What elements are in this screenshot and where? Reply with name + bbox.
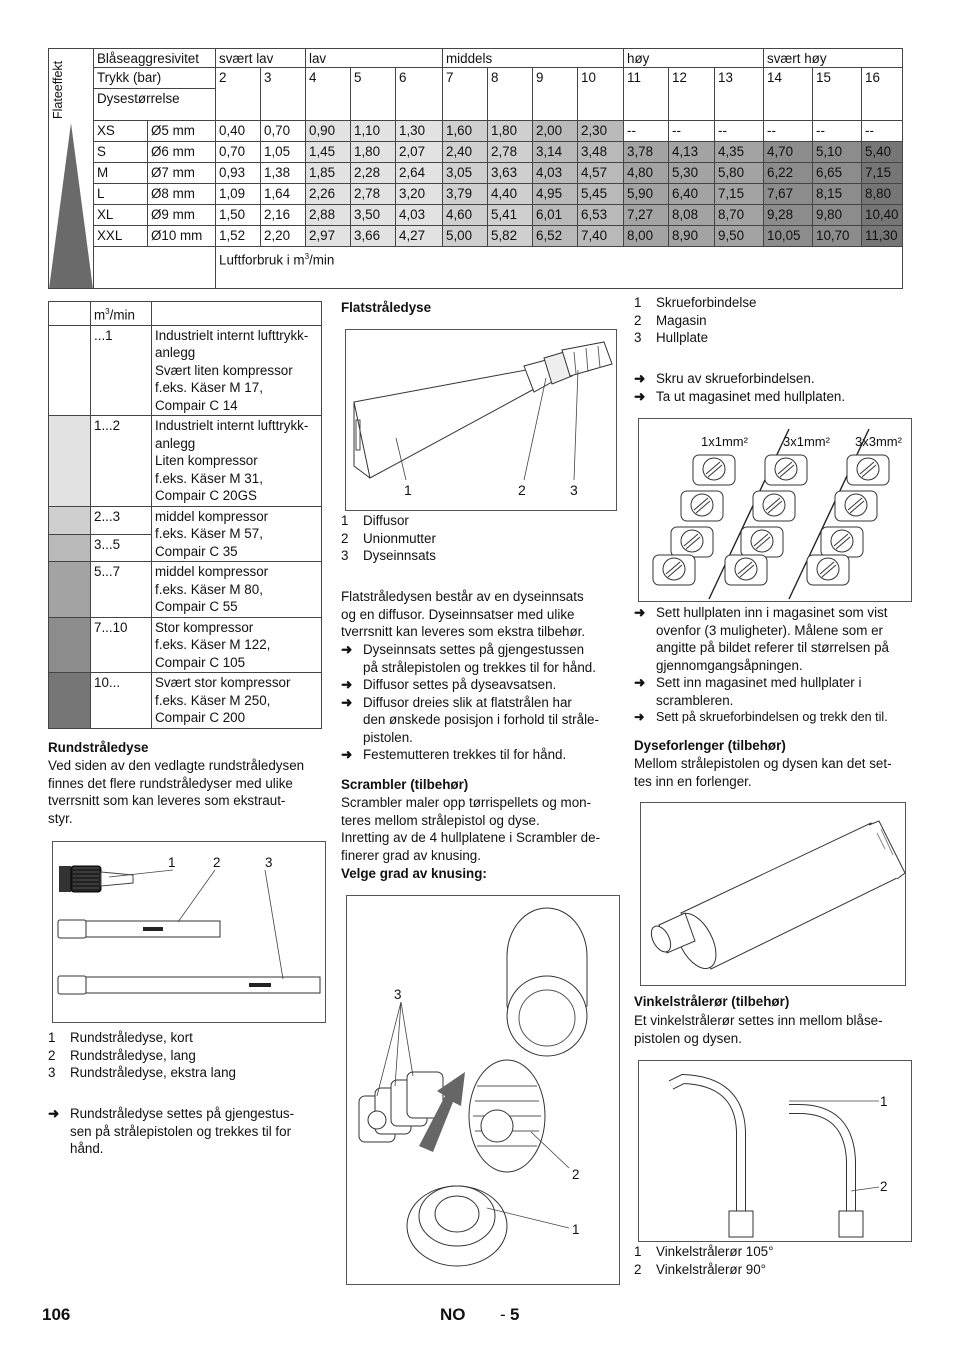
callout-1: 1: [880, 1094, 888, 1109]
consumption-cell: 1,30: [396, 121, 443, 142]
intensity-wedge: [49, 123, 94, 289]
swatch-cell: [49, 302, 91, 326]
list-item: 3 Rundstråledyse, ekstra lang: [48, 1065, 236, 1080]
consumption-cell: 3,79: [443, 184, 488, 205]
callout-3: 3: [570, 482, 578, 498]
text-line: middel kompressor: [155, 564, 269, 580]
consumption-cell: 4,80: [624, 163, 669, 184]
consumption-cell: 4,03: [533, 163, 578, 184]
angle-pipe-figure: [638, 1060, 912, 1242]
list-item: 2 Magasin: [634, 312, 707, 328]
footer-separator: -: [500, 1305, 506, 1324]
table-row: [49, 562, 322, 618]
list-item: 3 Hullplate: [634, 330, 709, 345]
list-item: ➜ Rundstråledyse settes på gjengestus- sen på strålepistolen og trekkes til for hånd.: [48, 1106, 295, 1156]
consumption-cell: 3,20: [396, 184, 443, 205]
text-line: tes inn en forlenger.: [634, 773, 752, 789]
text-line: Et vinkelstrålerør settes inn mellom blåse-: [634, 1013, 883, 1028]
callout-2: 2: [572, 1167, 580, 1182]
hole-label: 3x1mm²: [783, 434, 830, 449]
table-row: [49, 416, 322, 507]
plate-hole: [751, 530, 773, 552]
consumption-cell: 7,15: [715, 184, 764, 205]
table-row: [49, 49, 903, 68]
plate-hole: [681, 530, 703, 552]
pressure-cell: 2: [216, 68, 261, 121]
consumption-cell: 4,70: [764, 142, 813, 163]
arrow-icon: ➜: [341, 677, 353, 692]
consumption-cell: 9,28: [764, 205, 813, 226]
nozzle-diameter: Ø5 mm: [148, 121, 216, 142]
consumption-cell: 0,70: [216, 142, 261, 163]
callout-1: 1: [572, 1222, 580, 1237]
consumption-cell: 2,30: [578, 121, 624, 142]
consumption-cell: 3,78: [624, 142, 669, 163]
consumption-cell: 5,41: [488, 205, 533, 226]
flat-instructions: [341, 641, 626, 764]
nozzle-diameter: Ø6 mm: [148, 142, 216, 163]
rund-nozzle-figure: [52, 841, 326, 1023]
text-line: middel kompressor: [155, 508, 269, 524]
consumption-cell: 5,00: [443, 226, 488, 247]
list-item: ➜ Ta ut magasinet med hullplaten.: [634, 388, 846, 404]
pressure-cell: 7: [443, 68, 488, 121]
section-number: 5: [510, 1305, 520, 1324]
list-item: 2 Vinkelstrålerør 90°: [634, 1261, 767, 1277]
table-row: [49, 673, 322, 729]
consumption-cell: 1,09: [216, 184, 261, 205]
consumption-cell: 6,40: [669, 184, 715, 205]
consumption-cell: 10,05: [764, 226, 813, 247]
flateeffekt-label: Flateeffekt: [51, 60, 65, 119]
text-line: Compair C 14: [155, 397, 238, 413]
extension-text: [634, 755, 919, 790]
text-line: f.eks. Käser M 31,: [155, 470, 263, 486]
list-item: 1 Rundstråledyse, kort: [48, 1030, 193, 1045]
angle-heading: Vinkelstrålerør (tilbehør): [634, 994, 790, 1009]
text-line: tverrsnitt som kan leveres som ekstraut-: [48, 793, 286, 808]
consumption-cell: 3,05: [443, 163, 488, 184]
pressure-cell: 9: [533, 68, 578, 121]
consumption-cell: 3,63: [488, 163, 533, 184]
callout-3: 3: [265, 855, 273, 870]
air-consumption-table: [48, 48, 903, 289]
scrambler-text: [341, 794, 626, 864]
list-item: ➜ Sett på skrueforbindelsen og trekk den til.: [634, 709, 919, 727]
aggression-group: høy: [624, 49, 764, 68]
list-item: 3 Dyseinnsats: [341, 548, 436, 563]
consumption-cell: 8,80: [862, 184, 903, 205]
pressure-cell: 6: [396, 68, 443, 121]
consumption-cell: 11,30: [862, 226, 903, 247]
consumption-cell: 8,15: [813, 184, 862, 205]
pressure-cell: 15: [813, 68, 862, 121]
consumption-cell: --: [764, 121, 813, 142]
description-cell: [152, 617, 322, 673]
consumption-cell: 9,50: [715, 226, 764, 247]
hole-label: 1x1mm²: [701, 434, 748, 449]
consumption-cell: 7,15: [862, 163, 903, 184]
arrow-icon: ➜: [341, 747, 353, 762]
consumption-cell: 1,80: [488, 121, 533, 142]
text-line: Svært liten kompressor: [155, 362, 293, 378]
consumption-cell: 0,90: [306, 121, 351, 142]
flat-nozzle-figure: [345, 329, 617, 511]
unit-header: $m^3/\min$: [91, 302, 152, 326]
consumption-cell: 1,10: [351, 121, 396, 142]
consumption-cell: 2,64: [396, 163, 443, 184]
callout-2: 2: [518, 482, 526, 498]
nozzle-diameter: Ø8 mm: [148, 184, 216, 205]
text-line: f.eks. Käser M 250,: [155, 692, 271, 708]
table-row: [49, 121, 903, 142]
range-cell: 1...2: [91, 416, 152, 507]
text-line: og en diffusor. Dyseinnsatser med ulike: [341, 606, 575, 622]
list-item: 2 Rundstråledyse, lang: [48, 1047, 196, 1063]
nozzle-size: XL: [94, 205, 148, 226]
scrambler-steps-1: [634, 370, 919, 405]
text-line: f.eks. Käser M 122,: [155, 637, 271, 653]
arrow-icon: ➜: [634, 710, 645, 724]
swatch-cell: [49, 534, 91, 562]
text-line: Industrielt internt lufttrykk-: [155, 327, 309, 343]
language-code: NO: [440, 1305, 466, 1324]
plate-hole: [735, 558, 757, 580]
table-row: [49, 247, 903, 289]
text-line: f.eks. Käser M 57,: [155, 526, 263, 542]
arrow-icon: ➜: [634, 388, 646, 404]
text-line: Compair C 105: [155, 654, 246, 670]
arrow-icon: ➜: [341, 642, 353, 657]
list-item: ➜ Festemutteren trekkes til for hånd.: [341, 747, 567, 762]
aggression-group: middels: [443, 49, 624, 68]
consumption-cell: 5,30: [669, 163, 715, 184]
consumption-cell: 4,60: [443, 205, 488, 226]
consumption-cell: 7,67: [764, 184, 813, 205]
range-cell: 5...7: [91, 562, 152, 618]
plate-hole: [775, 458, 797, 480]
extension-figure: [640, 802, 906, 986]
consumption-cell: 5,10: [813, 142, 862, 163]
consumption-cell: 8,00: [624, 226, 669, 247]
pressure-cell: 13: [715, 68, 764, 121]
text-line: Compair C 200: [155, 710, 246, 726]
consumption-cell: 4,27: [396, 226, 443, 247]
consumption-cell: 1,60: [443, 121, 488, 142]
swatch-cell: [49, 562, 91, 618]
list-item: 1 Skrueforbindelse: [634, 295, 757, 310]
plate-hole: [845, 494, 867, 516]
flateeffekt-cell: [49, 49, 94, 289]
consumption-cell: 1,64: [261, 184, 306, 205]
extension-heading: Dyseforlenger (tilbehør): [634, 738, 786, 753]
empty-cell: [152, 302, 322, 326]
rund-text: [48, 757, 328, 827]
pressure-cell: 10: [578, 68, 624, 121]
arrow-icon: ➜: [48, 1106, 60, 1121]
list-item: ➜ Sett hullplaten inn i magasinet som vist ovenfor (3 muligheter). Målene som er angitte på bildet referer til størrelsen på gjennomgangsåpningen.: [634, 605, 889, 673]
nozzle-size: XS: [94, 121, 148, 142]
rund-heading: Rundstråledyse: [48, 740, 149, 755]
table-row: [49, 226, 903, 247]
consumption-cell: 8,70: [715, 205, 764, 226]
text-line: finerer grad av knusing.: [341, 847, 481, 863]
consumption-cell: 6,01: [533, 205, 578, 226]
consumption-cell: 2,00: [533, 121, 578, 142]
consumption-cell: 6,52: [533, 226, 578, 247]
row-label: Dysestørrelse: [94, 89, 216, 121]
range-cell: ...1: [91, 325, 152, 416]
scrambler-figure: [346, 895, 620, 1285]
consumption-cell: 4,03: [396, 205, 443, 226]
consumption-cell: 4,57: [578, 163, 624, 184]
rund-legend: [48, 1029, 328, 1082]
consumption-cell: 2,88: [306, 205, 351, 226]
flat-legend: [341, 512, 621, 565]
plate-hole: [817, 558, 839, 580]
consumption-cell: 5,45: [578, 184, 624, 205]
consumption-unit: Luftforbruk i $m^3/\min$: [216, 247, 903, 289]
consumption-cell: 6,22: [764, 163, 813, 184]
swatch-cell: [49, 325, 91, 416]
text-line: Stor kompressor: [155, 619, 254, 635]
consumption-cell: 3,66: [351, 226, 396, 247]
text-line: finnes det flere rundstråledyser med ulike: [48, 775, 293, 791]
consumption-cell: 2,16: [261, 205, 306, 226]
description-cell: [152, 325, 322, 416]
consumption-cell: 2,26: [306, 184, 351, 205]
consumption-cell: 6,65: [813, 163, 862, 184]
table-row: [49, 205, 903, 226]
consumption-cell: 1,05: [261, 142, 306, 163]
consumption-cell: 1,85: [306, 163, 351, 184]
flat-heading: Flatstråledyse: [341, 300, 432, 315]
range-cell: 10...: [91, 673, 152, 729]
range-cell: 2...3: [91, 506, 152, 534]
scrambler-steps-2: [634, 604, 919, 727]
text-line: Flatstråledysen består av en dyseinnsats: [341, 589, 584, 604]
pressure-cell: 16: [862, 68, 903, 121]
table-row: [49, 163, 903, 184]
consumption-cell: 4,13: [669, 142, 715, 163]
range-cell: 3...5: [91, 534, 152, 562]
consumption-cell: 3,14: [533, 142, 578, 163]
consumption-cell: 2,78: [488, 142, 533, 163]
callout-1: 1: [168, 855, 176, 870]
text-line: Compair C 20GS: [155, 488, 257, 504]
plate-hole: [763, 494, 785, 516]
swatch-cell: [49, 506, 91, 534]
pressure-cell: 11: [624, 68, 669, 121]
consumption-cell: 2,40: [443, 142, 488, 163]
text-line: Industrielt internt lufttrykk-: [155, 418, 309, 434]
table-row: [49, 68, 903, 89]
text-line: anlegg: [155, 435, 196, 451]
list-item: ➜ Skru av skrueforbindelsen.: [634, 371, 815, 386]
table-row: [49, 184, 903, 205]
consumption-cell: 8,08: [669, 205, 715, 226]
plate-hole: [663, 558, 685, 580]
list-item: ➜ Sett inn magasinet med hullplater i scrambleren.: [634, 675, 862, 708]
pressure-cell: 8: [488, 68, 533, 121]
plate-hole: [857, 458, 879, 480]
consumption-cell: 1,38: [261, 163, 306, 184]
consumption-cell: 0,40: [216, 121, 261, 142]
swatch-cell: [49, 617, 91, 673]
consumption-cell: 2,97: [306, 226, 351, 247]
swatch-cell: [49, 673, 91, 729]
consumption-cell: 5,90: [624, 184, 669, 205]
arrow-icon: ➜: [634, 605, 646, 620]
callout-2: 2: [880, 1179, 888, 1194]
text-line: pistolen og dysen.: [634, 1030, 742, 1046]
table-row: [49, 302, 322, 326]
consumption-cell: 7,40: [578, 226, 624, 247]
pressure-cell: 12: [669, 68, 715, 121]
consumption-cell: 0,70: [261, 121, 306, 142]
table-row: [49, 506, 322, 534]
row-label: Trykk (bar): [94, 68, 216, 89]
list-item: 1 Vinkelstrålerør 105°: [634, 1244, 774, 1259]
hole-label: 3x3mm²: [855, 434, 902, 449]
consumption-cell: 4,35: [715, 142, 764, 163]
text-line: f.eks. Käser M 80,: [155, 581, 263, 597]
hole-plate-figure: [638, 418, 912, 602]
consumption-cell: 6,53: [578, 205, 624, 226]
consumption-cell: 2,20: [261, 226, 306, 247]
rund-instructions: [48, 1105, 333, 1158]
text-line: styr.: [48, 810, 73, 826]
aggression-group: svært høy: [764, 49, 903, 68]
row-label: Blåseaggresivitet: [94, 49, 216, 68]
consumption-cell: 1,50: [216, 205, 261, 226]
list-item: ➜ Dyseinnsats settes på gjengestussen på strålepistolen og trekkes til for hånd.: [341, 642, 596, 675]
callout-1: 1: [404, 482, 412, 498]
plate-hole: [703, 458, 725, 480]
aggression-group: svært lav: [216, 49, 306, 68]
consumption-cell: 10,40: [862, 205, 903, 226]
table-row: [49, 142, 903, 163]
consumption-cell: 4,40: [488, 184, 533, 205]
callout-3: 3: [394, 987, 402, 1002]
consumption-cell: 2,28: [351, 163, 396, 184]
consumption-cell: 5,40: [862, 142, 903, 163]
consumption-cell: --: [669, 121, 715, 142]
text-line: teres mellom strålepistol og dyse.: [341, 812, 540, 828]
plate-hole: [831, 530, 853, 552]
pressure-cell: 14: [764, 68, 813, 121]
consumption-cell: 1,45: [306, 142, 351, 163]
grade-heading: Velge grad av knusing:: [341, 866, 487, 881]
nozzle-diameter: Ø9 mm: [148, 205, 216, 226]
callout-2: 2: [213, 855, 221, 870]
nozzle-size: S: [94, 142, 148, 163]
consumption-cell: 10,70: [813, 226, 862, 247]
swatch-cell: [49, 416, 91, 507]
angle-legend: [634, 1243, 914, 1278]
pressure-cell: 3: [261, 68, 306, 121]
consumption-cell: 5,82: [488, 226, 533, 247]
nozzle-size: M: [94, 163, 148, 184]
consumption-cell: --: [813, 121, 862, 142]
consumption-cell: 4,95: [533, 184, 578, 205]
compressor-table: [48, 301, 322, 729]
description-cell: [152, 506, 322, 562]
arrow-icon: ➜: [634, 675, 646, 690]
list-item: 1 Diffusor: [341, 513, 409, 528]
consumption-cell: --: [624, 121, 669, 142]
consumption-cell: 8,90: [669, 226, 715, 247]
consumption-cell: 0,93: [216, 163, 261, 184]
text-line: Compair C 35: [155, 543, 238, 559]
angle-text: [634, 1012, 919, 1047]
consumption-cell: 3,48: [578, 142, 624, 163]
text-line: Mellom strålepistolen og dysen kan det set-: [634, 756, 892, 771]
nozzle-size: XXL: [94, 226, 148, 247]
table-row: [49, 617, 322, 673]
consumption-cell: 9,80: [813, 205, 862, 226]
range-cell: 7...10: [91, 617, 152, 673]
scrambler-heading: Scrambler (tilbehør): [341, 777, 469, 792]
text-line: Svært stor kompressor: [155, 675, 291, 691]
description-cell: [152, 562, 322, 618]
consumption-cell: 1,52: [216, 226, 261, 247]
consumption-cell: 3,50: [351, 205, 396, 226]
description-cell: [152, 416, 322, 507]
text-line: Inretting av de 4 hullplatene i Scrambler de-: [341, 830, 601, 845]
flat-text: [341, 588, 626, 641]
consumption-cell: 1,80: [351, 142, 396, 163]
nozzle-diameter: Ø7 mm: [148, 163, 216, 184]
description-cell: [152, 673, 322, 729]
table-row: [49, 325, 322, 416]
pressure-cell: 4: [306, 68, 351, 121]
list-item: ➜ Diffusor dreies slik at flatstrålen har den ønskede posisjon i forhold til stråle- pistolen.: [341, 694, 599, 745]
text-line: Scrambler maler opp tørrispellets og mon-: [341, 795, 592, 810]
aggression-group: lav: [306, 49, 443, 68]
text-line: Liten kompressor: [155, 453, 258, 469]
consumption-cell: 7,27: [624, 205, 669, 226]
consumption-cell: 2,78: [351, 184, 396, 205]
consumption-cell: --: [862, 121, 903, 142]
page-number: 106: [42, 1305, 71, 1324]
text-line: anlegg: [155, 345, 196, 361]
arrow-icon: ➜: [341, 694, 353, 710]
arrow-icon: ➜: [634, 371, 646, 386]
text-line: Compair C 55: [155, 599, 238, 615]
nozzle-diameter: Ø10 mm: [148, 226, 216, 247]
consumption-cell: --: [715, 121, 764, 142]
text-line: tverrsnitt kan leveres som ekstra tilbehør.: [341, 624, 586, 639]
list-item: ➜ Diffusor settes på dyseavsatsen.: [341, 677, 557, 692]
empty-cell: [94, 247, 216, 289]
scrambler-legend: [634, 294, 914, 347]
text-line: Ved siden av den vedlagte rundstråledysen: [48, 758, 305, 773]
consumption-cell: 2,07: [396, 142, 443, 163]
pressure-cell: 5: [351, 68, 396, 121]
text-line: f.eks. Käser M 17,: [155, 380, 263, 396]
consumption-cell: 5,80: [715, 163, 764, 184]
nozzle-size: L: [94, 184, 148, 205]
list-item: 2 Unionmutter: [341, 530, 436, 546]
plate-hole: [691, 494, 713, 516]
